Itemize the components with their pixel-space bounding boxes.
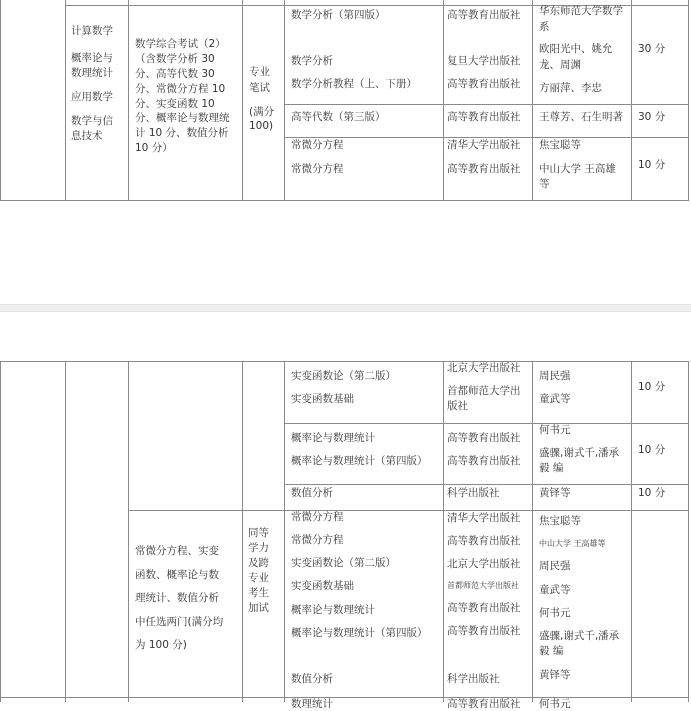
table-border: [688, 0, 689, 201]
exam-subject: 分、概率论与数理统: [135, 112, 230, 124]
exam-type: 笔试: [249, 82, 270, 94]
publisher: 高等教育出版社: [447, 9, 521, 21]
author: 童武等: [539, 584, 571, 596]
table-border: [532, 0, 533, 201]
exam-type: 100): [249, 120, 274, 132]
table-border: [631, 0, 632, 201]
author: 黄铎等: [539, 669, 571, 681]
page-break: [0, 304, 691, 312]
exam-type: (满分: [249, 106, 275, 118]
table-border: [0, 200, 689, 201]
publisher: 高等教育出版社: [447, 698, 521, 710]
author: 周民强: [539, 560, 571, 572]
score: 30 分: [638, 111, 666, 123]
author: 焦宝聪等: [539, 515, 581, 527]
extra-exam-subject: 常微分方程、实变: [135, 545, 219, 557]
author: 毅 编: [539, 645, 564, 657]
table-border: [443, 361, 444, 702]
extra-exam-type: 考生: [248, 587, 269, 599]
exam-type: 专业: [249, 66, 270, 78]
extra-exam-subject: 理统计、数值分析: [135, 592, 219, 604]
author: 何书元: [539, 607, 571, 619]
book-title: 概率论与数理统计: [291, 432, 375, 444]
book-title: 概率论与数理统计（第四版）: [291, 455, 428, 467]
major-name: 应用数学: [71, 91, 113, 103]
extra-exam-subject: 函数、概率论与数: [135, 569, 219, 581]
table-border: [128, 361, 129, 702]
book-title: 实变函数基础: [291, 393, 354, 405]
book-title: 常微分方程: [291, 163, 344, 175]
author: 欧阳光中、姚允: [539, 43, 613, 55]
author: 焦宝聪等: [539, 139, 581, 151]
table-border: [284, 484, 689, 485]
table-border: [65, 0, 66, 201]
table-border: [242, 361, 243, 702]
author: 何书元: [539, 698, 571, 710]
extra-exam-subject: 为 100 分): [135, 639, 187, 651]
score: 10 分: [638, 444, 666, 456]
extra-exam-type: 专业: [248, 572, 269, 584]
exam-subject: 计 10 分、数值分析: [135, 127, 229, 139]
book-title: 常微分方程: [291, 139, 344, 151]
author: 等: [539, 178, 550, 190]
score: 30 分: [638, 43, 666, 55]
book-title: 常微分方程: [291, 511, 344, 523]
table-border: [284, 104, 689, 105]
score: 10 分: [638, 159, 666, 171]
publisher: 科学出版社: [447, 487, 500, 499]
exam-subject: 10 分）: [135, 142, 173, 154]
book-title: 数值分析: [291, 673, 333, 685]
book-title: 数学分析（第四版）: [291, 9, 386, 21]
exam-subject: （含数学分析 30: [135, 53, 215, 65]
book-title: 数学分析教程（上、下册）: [291, 78, 417, 90]
table-border: [65, 361, 66, 702]
table-border: [284, 361, 285, 702]
table-border: [688, 361, 689, 702]
book-title: 数值分析: [291, 487, 333, 499]
exam-subject: 数学综合考试（2）: [135, 38, 226, 50]
author: 系: [539, 21, 550, 33]
publisher: 科学出版社: [447, 673, 500, 685]
extra-exam-type: 同等: [248, 527, 269, 539]
publisher: 高等教育出版社: [447, 432, 521, 444]
table-border: [284, 0, 285, 201]
major-name: 数理统计: [71, 67, 113, 79]
table-border: [0, 361, 1, 702]
table-border: [0, 697, 689, 698]
author: 周民强: [539, 370, 571, 382]
major-name: 概率论与: [71, 52, 113, 64]
author: 中山大学 王高雄: [539, 163, 616, 175]
book-title: 实变函数论（第二版）: [291, 557, 396, 569]
book-title: 概率论与数理统计（第四版）: [291, 627, 428, 639]
extra-exam-subject: 中任选两门(满分均: [135, 616, 224, 628]
extra-exam-type: 学力: [248, 542, 269, 554]
table-border: [128, 0, 129, 201]
publisher: 高等教育出版社: [447, 625, 521, 637]
extra-exam-type: 加试: [248, 602, 269, 614]
book-title: 数理统计: [291, 698, 333, 710]
table-border: [128, 510, 689, 511]
exam-subject: 分、实变函数 10: [135, 98, 215, 110]
table-border: [631, 361, 632, 702]
publisher: 高等教育出版社: [447, 163, 521, 175]
publisher: 高等教育出版社: [447, 455, 521, 467]
book-title: 实变函数基础: [291, 580, 354, 592]
book-title: 数学分析: [291, 55, 333, 67]
table-border: [0, 361, 689, 362]
exam-subject: 分、高等代数 30: [135, 68, 215, 80]
table-border: [443, 0, 444, 201]
major-name: 计算数学: [71, 25, 113, 37]
table-border: [532, 361, 533, 702]
publisher: 高等教育出版社: [447, 535, 521, 547]
author: 华东师范大学数学: [539, 5, 623, 17]
book-title: 常微分方程: [291, 534, 344, 546]
score: 10 分: [638, 381, 666, 393]
author: 盛骤,谢式千,潘承: [539, 447, 620, 459]
author: 中山大学 王高雄等: [539, 539, 606, 548]
publisher: 复旦大学出版社: [447, 55, 521, 67]
publisher: 清华大学出版社: [447, 139, 521, 151]
author: 方丽萍、李忠: [539, 82, 602, 94]
publisher: 首都师范大学出: [447, 385, 521, 397]
book-title: 高等代数（第三版）: [291, 111, 386, 123]
extra-exam-type: 及跨: [248, 557, 269, 569]
score: 10 分: [638, 487, 666, 499]
author: 童武等: [539, 393, 571, 405]
major-name: 数学与信: [71, 115, 113, 127]
author: 黄铎等: [539, 487, 571, 499]
book-title: 概率论与数理统计: [291, 604, 375, 616]
major-name: 息技术: [71, 130, 103, 142]
publisher: 版社: [447, 400, 468, 412]
publisher: 高等教育出版社: [447, 78, 521, 90]
exam-subject: 分、常微分方程 10: [135, 83, 226, 95]
author: 龙、周渊: [539, 59, 581, 71]
publisher: 北京大学出版社: [447, 558, 521, 570]
publisher: 高等教育出版社: [447, 602, 521, 614]
author: 盛骤,谢式千,潘承: [539, 630, 620, 642]
table-border: [0, 0, 1, 201]
book-title: 实变函数论（第二版）: [291, 370, 396, 382]
table-border: [242, 0, 243, 201]
publisher: 首都师范大学出版社: [447, 581, 519, 590]
author: 王尊芳、石生明著: [539, 111, 623, 123]
publisher: 高等教育出版社: [447, 111, 521, 123]
table-border: [284, 423, 689, 424]
author: 何书元: [539, 424, 571, 436]
publisher: 清华大学出版社: [447, 512, 521, 524]
publisher: 北京大学出版社: [447, 362, 521, 374]
author: 毅 编: [539, 462, 564, 474]
